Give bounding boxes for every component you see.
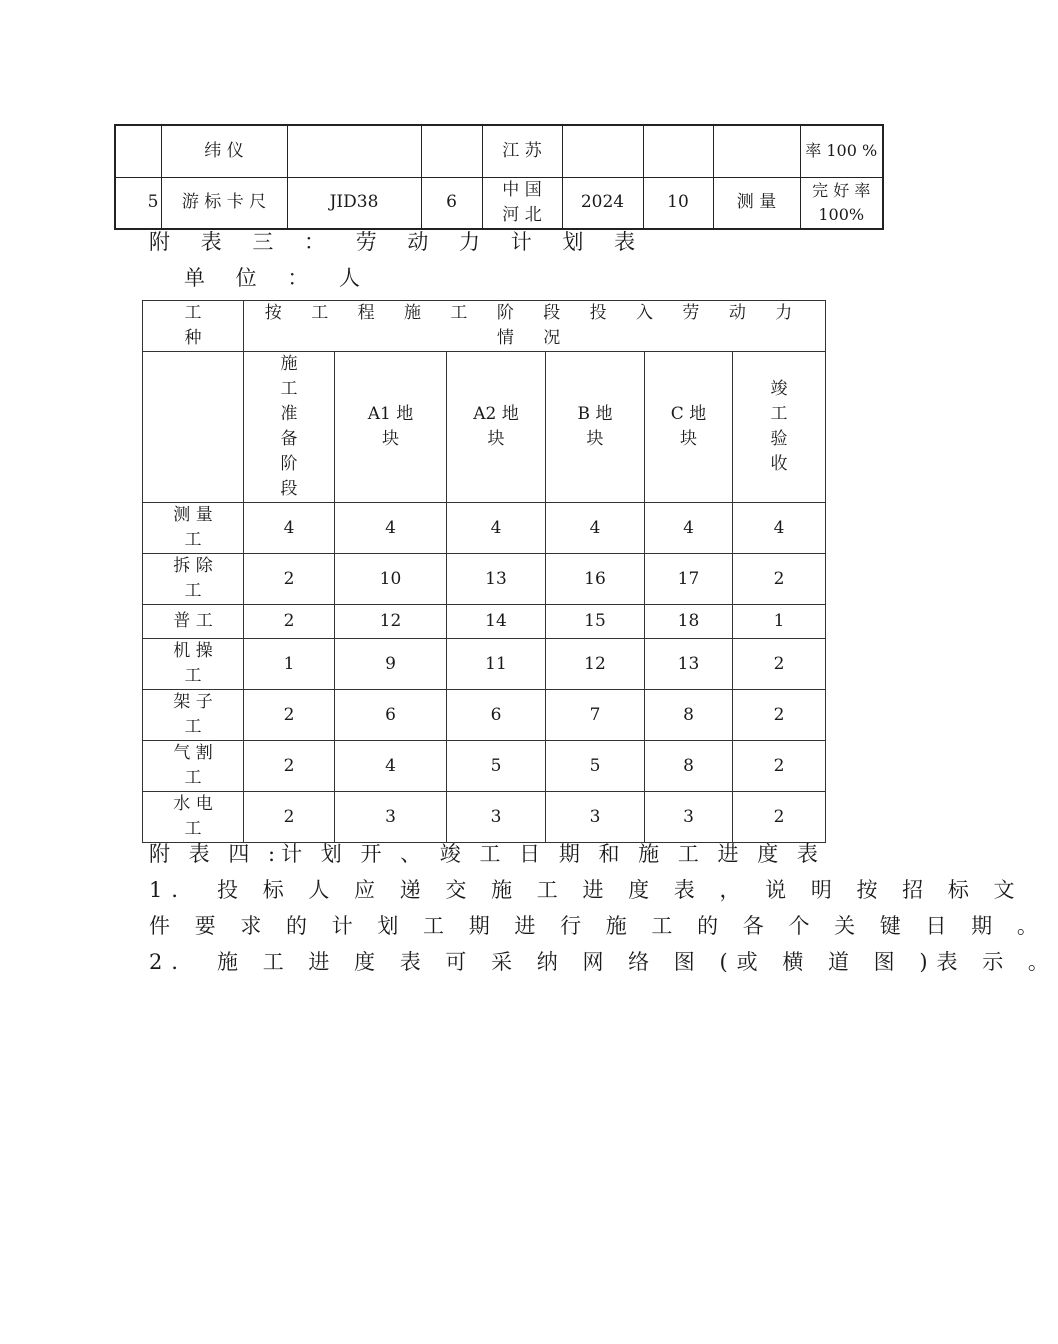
labor-value: 2 xyxy=(244,741,335,792)
stage-header: A2 地 块 xyxy=(447,352,546,503)
table-row xyxy=(143,605,826,639)
section3-title: 附 表 三 ： 劳 动 力 计 划 表 xyxy=(149,230,648,254)
equip-no: 5 xyxy=(115,177,161,229)
stage-header: C 地 块 xyxy=(645,352,733,503)
labor-value: 16 xyxy=(546,554,645,605)
labor-value: 4 xyxy=(733,503,826,554)
table-row xyxy=(143,639,826,690)
labor-value: 4 xyxy=(244,503,335,554)
equip-use: 测 量 xyxy=(713,177,800,229)
labor-value: 12 xyxy=(335,605,447,639)
equip-status: 完 好 率 100% xyxy=(800,177,883,229)
labor-value: 8 xyxy=(645,690,733,741)
equip-name: 纬 仪 xyxy=(161,125,287,177)
labor-value: 18 xyxy=(645,605,733,639)
stage-header-row xyxy=(143,352,826,503)
header-row xyxy=(143,301,826,352)
labor-value: 3 xyxy=(645,792,733,843)
work-type: 架 子 工 xyxy=(143,690,244,741)
labor-value: 7 xyxy=(546,690,645,741)
equip-origin: 中 国 河 北 xyxy=(482,177,562,229)
work-type: 气 割 工 xyxy=(143,741,244,792)
labor-value: 2 xyxy=(244,690,335,741)
labor-value: 2 xyxy=(733,792,826,843)
equip-year: 2024 xyxy=(562,177,643,229)
labor-value: 3 xyxy=(447,792,546,843)
labor-value: 5 xyxy=(546,741,645,792)
equip-qty xyxy=(421,125,482,177)
table-row xyxy=(143,741,826,792)
table-row xyxy=(143,690,826,741)
section4-paragraph1-line1: 1． 投 标 人 应 递 交 施 工 进 度 表 ， 说 明 按 招 标 文 xyxy=(149,878,1024,902)
section4-paragraph2: 2． 施 工 进 度 表 可 采 纳 网 络 图 (或 横 道 图 )表 示 。 xyxy=(149,950,1058,974)
labor-value: 12 xyxy=(546,639,645,690)
equip-model xyxy=(287,125,421,177)
labor-value: 4 xyxy=(645,503,733,554)
section4-paragraph1-line2: 件 要 求 的 计 划 工 期 进 行 施 工 的 各 个 关 键 日 期 。 xyxy=(149,914,1047,938)
table-row xyxy=(143,792,826,843)
equip-name: 游 标 卡 尺 xyxy=(161,177,287,229)
labor-value: 14 xyxy=(447,605,546,639)
work-type: 机 操 工 xyxy=(143,639,244,690)
labor-value: 3 xyxy=(335,792,447,843)
work-type-header: 工 种 xyxy=(143,301,244,352)
labor-value: 4 xyxy=(335,741,447,792)
labor-value: 13 xyxy=(645,639,733,690)
labor-value: 5 xyxy=(447,741,546,792)
unit-label: 单 位 ： 人 xyxy=(184,266,373,290)
labor-value: 11 xyxy=(447,639,546,690)
labor-value: 1 xyxy=(733,605,826,639)
stage-header: 施工准备阶段 xyxy=(244,352,335,503)
labor-value: 2 xyxy=(733,690,826,741)
work-type: 普 工 xyxy=(143,605,244,639)
labor-value: 2 xyxy=(244,554,335,605)
labor-value: 4 xyxy=(447,503,546,554)
labor-plan-table xyxy=(142,300,826,843)
work-type: 拆 除 工 xyxy=(143,554,244,605)
equip-origin: 江 苏 xyxy=(482,125,562,177)
labor-value: 3 xyxy=(546,792,645,843)
labor-value: 10 xyxy=(335,554,447,605)
stage-group-header: 按 工 程 施 工 阶 段 投 入 劳 动 力 情 况 xyxy=(244,301,826,352)
equip-status: 率 100 % xyxy=(800,125,883,177)
labor-value: 6 xyxy=(447,690,546,741)
work-type: 测 量 工 xyxy=(143,503,244,554)
labor-value: 8 xyxy=(645,741,733,792)
equip-no xyxy=(115,125,161,177)
labor-value: 15 xyxy=(546,605,645,639)
equipment-table xyxy=(114,124,884,230)
equip-qty: 6 xyxy=(421,177,482,229)
table-row xyxy=(143,503,826,554)
labor-value: 6 xyxy=(335,690,447,741)
labor-value: 4 xyxy=(546,503,645,554)
labor-value: 2 xyxy=(244,792,335,843)
equip-power: 10 xyxy=(643,177,713,229)
labor-value: 2 xyxy=(733,554,826,605)
equip-model: JID38 xyxy=(287,177,421,229)
table-row xyxy=(115,177,883,229)
labor-value: 4 xyxy=(335,503,447,554)
labor-value: 17 xyxy=(645,554,733,605)
section4-title: 附 表 四 :计 划 开 、 竣 工 日 期 和 施 工 进 度 表 xyxy=(149,842,824,866)
work-type: 水 电 工 xyxy=(143,792,244,843)
equip-year xyxy=(562,125,643,177)
stage-header: A1 地 块 xyxy=(335,352,447,503)
labor-value: 1 xyxy=(244,639,335,690)
labor-value: 9 xyxy=(335,639,447,690)
labor-value: 13 xyxy=(447,554,546,605)
labor-value: 2 xyxy=(733,741,826,792)
table-row xyxy=(143,554,826,605)
labor-value: 2 xyxy=(733,639,826,690)
empty-cell xyxy=(143,352,244,503)
stage-header: 竣工验收 xyxy=(733,352,826,503)
labor-value: 2 xyxy=(244,605,335,639)
table-row xyxy=(115,125,883,177)
stage-header: B 地 块 xyxy=(546,352,645,503)
equip-use xyxy=(713,125,800,177)
equip-power xyxy=(643,125,713,177)
